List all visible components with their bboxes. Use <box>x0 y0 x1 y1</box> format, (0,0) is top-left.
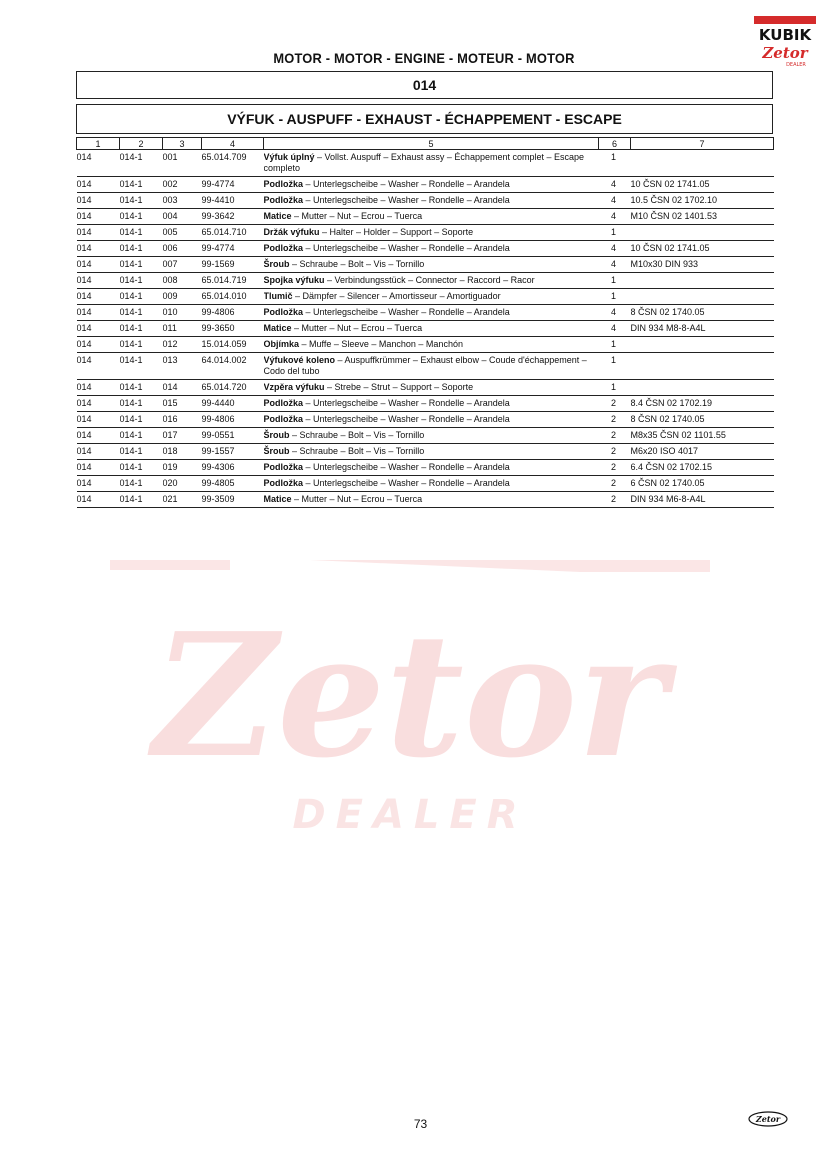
position-cell: 018 <box>163 444 202 460</box>
part-number-cell: 99-4774 <box>202 241 264 257</box>
description-primary: Šroub <box>263 446 290 456</box>
group-code-cell: 014 <box>77 209 120 225</box>
table-row <box>77 305 774 321</box>
description-translations: – Unterlegscheibe – Washer – Rondelle – Arandela <box>303 243 510 253</box>
subgroup-cell: 014-1 <box>120 321 163 337</box>
quantity-cell: 2 <box>599 412 631 428</box>
subgroup-cell: 014-1 <box>120 209 163 225</box>
table-row <box>77 460 774 476</box>
table-row <box>77 225 774 241</box>
part-number-cell: 99-4806 <box>202 412 264 428</box>
part-number-cell: 99-1557 <box>202 444 264 460</box>
description-cell <box>264 273 599 289</box>
table-row <box>77 492 774 508</box>
zetor-dealer-watermark <box>110 560 710 840</box>
description-primary: Šroub <box>263 430 290 440</box>
description-primary: Tlumič <box>263 291 293 301</box>
subgroup-cell: 014-1 <box>120 273 163 289</box>
subgroup-cell: 014-1 <box>120 150 163 177</box>
description-translations: – Mutter – Nut – Ecrou – Tuerca <box>291 323 423 333</box>
part-number-cell: 64.014.002 <box>202 353 264 380</box>
note-cell: 8 ČSN 02 1740.05 <box>631 305 774 321</box>
subgroup-cell: 014-1 <box>120 380 163 396</box>
subgroup-cell: 014-1 <box>120 476 163 492</box>
quantity-cell: 4 <box>599 305 631 321</box>
description-translations: – Halter – Holder – Support – Soporte <box>319 227 474 237</box>
table-row <box>77 150 774 177</box>
part-number-cell: 99-3642 <box>202 209 264 225</box>
position-cell: 013 <box>163 353 202 380</box>
note-cell <box>631 353 774 380</box>
description-cell <box>264 241 599 257</box>
subgroup-cell: 014-1 <box>120 305 163 321</box>
part-number-cell: 99-4410 <box>202 193 264 209</box>
position-cell: 003 <box>163 193 202 209</box>
note-cell <box>631 289 774 305</box>
subgroup-cell: 014-1 <box>120 225 163 241</box>
description-primary: Matice <box>263 494 292 504</box>
quantity-cell: 1 <box>599 380 631 396</box>
description-translations: – Strebe – Strut – Support – Soporte <box>324 382 474 392</box>
description-cell <box>264 177 599 193</box>
description-cell <box>264 353 599 380</box>
part-number-cell: 99-4805 <box>202 476 264 492</box>
description-primary: Vzpěra výfuku <box>263 382 325 392</box>
group-code-cell: 014 <box>77 241 120 257</box>
group-code-cell: 014 <box>77 353 120 380</box>
quantity-cell: 1 <box>599 225 631 241</box>
quantity-cell: 4 <box>599 177 631 193</box>
quantity-cell: 1 <box>599 353 631 380</box>
note-cell: 10 ČSN 02 1741.05 <box>631 177 774 193</box>
description-translations: – Unterlegscheibe – Washer – Rondelle – Arandela <box>303 179 510 189</box>
description-translations: – Unterlegscheibe – Washer – Rondelle – Arandela <box>303 414 510 424</box>
table-row <box>77 476 774 492</box>
table-row <box>77 396 774 412</box>
quantity-cell: 2 <box>599 492 631 508</box>
position-cell: 004 <box>163 209 202 225</box>
table-row <box>77 273 774 289</box>
subgroup-cell: 014-1 <box>120 492 163 508</box>
note-cell <box>631 225 774 241</box>
note-cell: M8x35 ČSN 02 1101.55 <box>631 428 774 444</box>
table-row <box>77 428 774 444</box>
position-cell: 014 <box>163 380 202 396</box>
subgroup-cell: 014-1 <box>120 177 163 193</box>
subgroup-cell: 014-1 <box>120 460 163 476</box>
subgroup-cell: 014-1 <box>120 396 163 412</box>
part-number-cell: 99-4774 <box>202 177 264 193</box>
part-number-cell: 99-3650 <box>202 321 264 337</box>
description-translations: – Unterlegscheibe – Washer – Rondelle – Arandela <box>303 462 510 472</box>
position-cell: 002 <box>163 177 202 193</box>
table-row <box>77 337 774 353</box>
note-cell: 10.5 ČSN 02 1702.10 <box>631 193 774 209</box>
subgroup-cell: 014-1 <box>120 257 163 273</box>
description-primary: Podložka <box>263 307 304 317</box>
section-title-box: VÝFUK - AUSPUFF - EXHAUST - ÉCHAPPEMENT - ESCAPE <box>76 104 773 134</box>
column-header: 2 <box>120 138 163 150</box>
column-header: 7 <box>631 138 774 150</box>
description-primary: Objímka <box>263 339 300 349</box>
quantity-cell: 2 <box>599 428 631 444</box>
description-primary: Šroub <box>263 259 290 269</box>
group-code-cell: 014 <box>77 193 120 209</box>
part-number-cell: 65.014.709 <box>202 150 264 177</box>
description-cell <box>264 476 599 492</box>
footer-logo-text: Zetor <box>755 1114 781 1124</box>
note-cell <box>631 380 774 396</box>
description-primary: Držák výfuku <box>263 227 320 237</box>
part-number-cell: 65.014.719 <box>202 273 264 289</box>
group-code-cell: 014 <box>77 257 120 273</box>
note-cell: M10 ČSN 02 1401.53 <box>631 209 774 225</box>
quantity-cell: 1 <box>599 337 631 353</box>
quantity-cell: 2 <box>599 396 631 412</box>
watermark-k-shape <box>110 560 230 570</box>
quantity-cell: 2 <box>599 444 631 460</box>
quantity-cell: 4 <box>599 241 631 257</box>
table-row <box>77 289 774 305</box>
description-cell <box>264 396 599 412</box>
position-cell: 008 <box>163 273 202 289</box>
note-cell: DIN 934 M8-8-A4L <box>631 321 774 337</box>
description-primary: Podložka <box>263 414 304 424</box>
group-code-cell: 014 <box>77 492 120 508</box>
description-cell <box>264 492 599 508</box>
description-translations: – Muffe – Sleeve – Manchon – Manchón <box>299 339 463 349</box>
note-cell: 6 ČSN 02 1740.05 <box>631 476 774 492</box>
subgroup-cell: 014-1 <box>120 428 163 444</box>
position-cell: 019 <box>163 460 202 476</box>
table-row <box>77 444 774 460</box>
table-header-row <box>77 138 774 150</box>
column-header: 4 <box>202 138 264 150</box>
group-code-cell: 014 <box>77 460 120 476</box>
position-cell: 009 <box>163 289 202 305</box>
position-cell: 020 <box>163 476 202 492</box>
quantity-cell: 4 <box>599 193 631 209</box>
position-cell: 010 <box>163 305 202 321</box>
description-translations: – Schraube – Bolt – Vis – Tornillo <box>289 446 425 456</box>
group-code-cell: 014 <box>77 428 120 444</box>
group-code-cell: 014 <box>77 321 120 337</box>
description-primary: Podložka <box>263 243 304 253</box>
part-number-cell: 99-1569 <box>202 257 264 273</box>
description-primary: Matice <box>263 211 292 221</box>
table-row <box>77 193 774 209</box>
position-cell: 006 <box>163 241 202 257</box>
subgroup-cell: 014-1 <box>120 353 163 380</box>
subgroup-cell: 014-1 <box>120 412 163 428</box>
watermark-dealer-text: DEALER <box>292 792 528 838</box>
logo-dealer-text: DEALER <box>786 62 806 68</box>
quantity-cell: 4 <box>599 209 631 225</box>
note-cell: M10x30 DIN 933 <box>631 257 774 273</box>
part-number-cell: 99-4806 <box>202 305 264 321</box>
group-code-cell: 014 <box>77 476 120 492</box>
table-row <box>77 257 774 273</box>
description-primary: Výfukové koleno <box>263 355 336 365</box>
quantity-cell: 4 <box>599 257 631 273</box>
description-translations: – Dämpfer – Silencer – Amortisseur – Amortiguador <box>292 291 501 301</box>
position-cell: 001 <box>163 150 202 177</box>
position-cell: 005 <box>163 225 202 241</box>
description-primary: Podložka <box>263 195 304 205</box>
description-primary: Podložka <box>263 179 304 189</box>
position-cell: 021 <box>163 492 202 508</box>
note-cell <box>631 337 774 353</box>
parts-table <box>76 137 774 508</box>
position-cell: 015 <box>163 396 202 412</box>
group-code-cell: 014 <box>77 412 120 428</box>
description-cell <box>264 460 599 476</box>
quantity-cell: 2 <box>599 460 631 476</box>
description-cell <box>264 380 599 396</box>
table-row <box>77 380 774 396</box>
note-cell: M6x20 ISO 4017 <box>631 444 774 460</box>
part-number-cell: 15.014.059 <box>202 337 264 353</box>
watermark-script-text: Zetor <box>153 596 667 796</box>
description-primary: Spojka výfuku <box>263 275 325 285</box>
group-code-cell: 014 <box>77 150 120 177</box>
description-cell <box>264 225 599 241</box>
description-cell <box>264 193 599 209</box>
group-code-box: 014 <box>76 71 773 99</box>
description-translations: – Unterlegscheibe – Washer – Rondelle – Arandela <box>303 478 510 488</box>
description-primary: Podložka <box>263 462 304 472</box>
part-number-cell: 99-4440 <box>202 396 264 412</box>
description-cell <box>264 257 599 273</box>
note-cell: 8.4 ČSN 02 1702.19 <box>631 396 774 412</box>
description-cell <box>264 428 599 444</box>
note-cell: 6.4 ČSN 02 1702.15 <box>631 460 774 476</box>
description-cell <box>264 444 599 460</box>
column-header: 5 <box>264 138 599 150</box>
description-translations: – Auspuffkrümmer – Exhaust elbow – Coude d'échappement – Codo del tubo <box>263 355 587 376</box>
logo-kubik-text: KUBIK <box>758 26 812 44</box>
watermark-k-shape <box>310 560 710 572</box>
table-row <box>77 321 774 337</box>
description-primary: Výfuk úplný <box>263 152 315 162</box>
description-cell <box>264 209 599 225</box>
group-code-cell: 014 <box>77 380 120 396</box>
part-number-cell: 99-4306 <box>202 460 264 476</box>
quantity-cell: 4 <box>599 321 631 337</box>
table-row <box>77 209 774 225</box>
description-cell <box>264 412 599 428</box>
description-primary: Podložka <box>263 478 304 488</box>
description-translations: – Unterlegscheibe – Washer – Rondelle – Arandela <box>303 307 510 317</box>
note-cell: DIN 934 M6-8-A4L <box>631 492 774 508</box>
description-translations: – Unterlegscheibe – Washer – Rondelle – Arandela <box>303 195 510 205</box>
position-cell: 012 <box>163 337 202 353</box>
description-translations: – Mutter – Nut – Ecrou – Tuerca <box>291 494 423 504</box>
part-number-cell: 65.014.010 <box>202 289 264 305</box>
table-row <box>77 412 774 428</box>
logo-red-bar <box>754 16 816 24</box>
position-cell: 007 <box>163 257 202 273</box>
column-header: 1 <box>77 138 120 150</box>
description-cell <box>264 150 599 177</box>
quantity-cell: 1 <box>599 150 631 177</box>
group-code-cell: 014 <box>77 273 120 289</box>
group-code-cell: 014 <box>77 396 120 412</box>
group-code-cell: 014 <box>77 305 120 321</box>
subgroup-cell: 014-1 <box>120 337 163 353</box>
group-code-cell: 014 <box>77 177 120 193</box>
description-cell <box>264 305 599 321</box>
description-translations: – Mutter – Nut – Ecrou – Tuerca <box>291 211 423 221</box>
description-cell <box>264 337 599 353</box>
note-cell <box>631 273 774 289</box>
subgroup-cell: 014-1 <box>120 241 163 257</box>
group-code-cell: 014 <box>77 289 120 305</box>
subgroup-cell: 014-1 <box>120 289 163 305</box>
part-number-cell: 99-0551 <box>202 428 264 444</box>
part-number-cell: 65.014.710 <box>202 225 264 241</box>
description-primary: Matice <box>263 323 292 333</box>
description-cell <box>264 289 599 305</box>
group-code-cell: 014 <box>77 337 120 353</box>
description-translations: – Schraube – Bolt – Vis – Tornillo <box>289 259 425 269</box>
description-cell <box>264 321 599 337</box>
note-cell: 8 ČSN 02 1740.05 <box>631 412 774 428</box>
group-code-cell: 014 <box>77 225 120 241</box>
part-number-cell: 99-3509 <box>202 492 264 508</box>
logo-zetor-text: Zetor <box>762 44 808 62</box>
quantity-cell: 2 <box>599 476 631 492</box>
page-title: MOTOR - MOTOR - ENGINE - MOTEUR - MOTOR <box>273 50 575 66</box>
description-translations: – Schraube – Bolt – Vis – Tornillo <box>289 430 425 440</box>
description-translations: – Verbindungsstück – Connector – Raccord – Racor <box>324 275 535 285</box>
subgroup-cell: 014-1 <box>120 444 163 460</box>
table-row <box>77 353 774 380</box>
column-header: 6 <box>599 138 631 150</box>
description-translations: – Vollst. Auspuff – Exhaust assy – Échappement complet – Escape completo <box>263 152 585 173</box>
column-header: 3 <box>163 138 202 150</box>
quantity-cell: 1 <box>599 289 631 305</box>
note-cell <box>631 150 774 177</box>
group-code-cell: 014 <box>77 444 120 460</box>
position-cell: 017 <box>163 428 202 444</box>
quantity-cell: 1 <box>599 273 631 289</box>
position-cell: 011 <box>163 321 202 337</box>
description-translations: – Unterlegscheibe – Washer – Rondelle – Arandela <box>303 398 510 408</box>
footer-zetor-logo <box>748 1111 788 1127</box>
page-number: 73 <box>413 1117 428 1131</box>
part-number-cell: 65.014.720 <box>202 380 264 396</box>
note-cell: 10 ČSN 02 1741.05 <box>631 241 774 257</box>
subgroup-cell: 014-1 <box>120 193 163 209</box>
position-cell: 016 <box>163 412 202 428</box>
table-row <box>77 241 774 257</box>
description-primary: Podložka <box>263 398 304 408</box>
table-row <box>77 177 774 193</box>
